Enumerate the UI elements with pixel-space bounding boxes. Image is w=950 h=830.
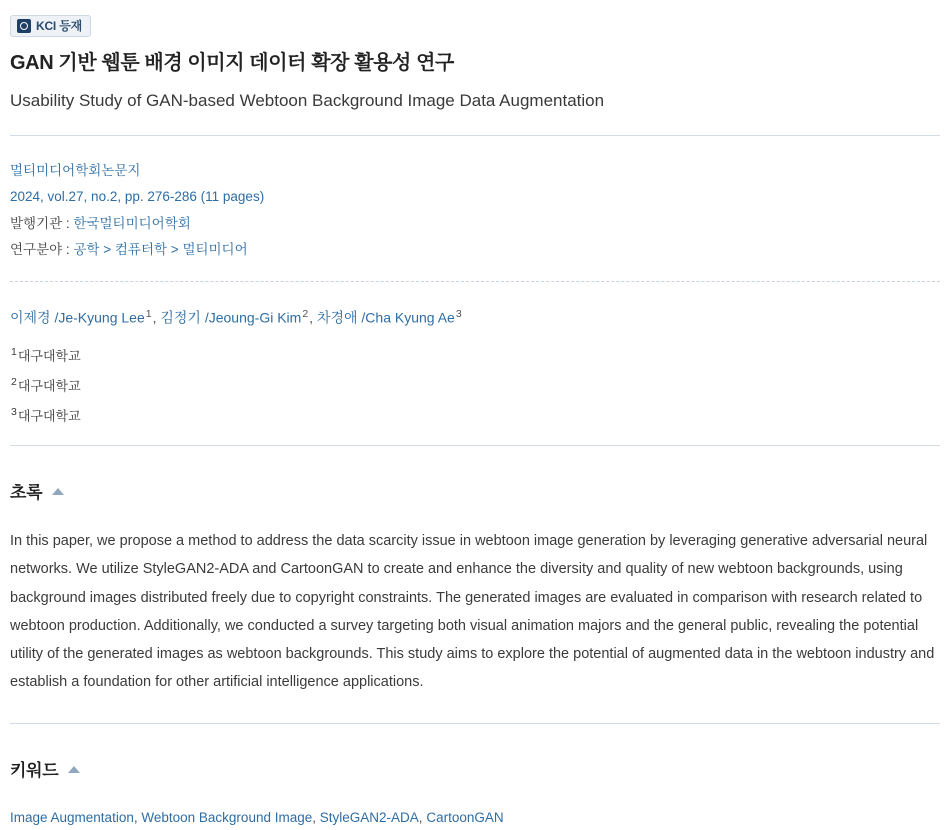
author-link[interactable]: 차경애 /Cha Kyung Ae	[316, 309, 455, 326]
keywords-heading: 키워드	[10, 760, 59, 780]
keyword-link[interactable]: Image Augmentation	[10, 809, 134, 825]
author-link[interactable]: 김정기 /Jeoung-Gi Kim	[160, 309, 302, 326]
caret-up-icon[interactable]	[52, 488, 64, 495]
publisher-label: 발행기관 :	[10, 215, 74, 231]
authors-line	[10, 306, 940, 329]
author-affiliation-marker: 1	[145, 308, 152, 321]
affiliation-marker: 3	[11, 406, 17, 419]
page-subtitle: Usability Study of GAN-based Webtoon Background Image Data Augmentation	[10, 91, 605, 110]
kci-badge-label: KCI 등재	[36, 19, 82, 33]
publisher-link[interactable]: 한국멀티미디어학회	[73, 215, 191, 231]
keyword-link[interactable]: CartoonGAN	[426, 809, 504, 825]
author-affiliation-marker: 3	[455, 308, 462, 321]
abstract-header	[10, 464, 940, 513]
affiliation-item	[10, 401, 940, 431]
page-title: GAN 기반 웹툰 배경 이미지 데이터 확장 활용성 연구	[10, 52, 454, 74]
kci-registered-badge	[10, 15, 91, 37]
badge-row	[10, 10, 940, 46]
journal-citation[interactable]: 2024, vol.27, no.2, pp. 276-286 (11 pages)	[10, 189, 265, 205]
abstract-section	[10, 446, 940, 723]
affiliation-item	[10, 341, 940, 371]
authors-block	[10, 282, 940, 445]
affiliation-name: 대구대학교	[17, 378, 81, 394]
affiliation-item	[10, 371, 940, 401]
research-field-link[interactable]: 공학 > 컴퓨터학 > 멀티미디어	[73, 241, 248, 257]
author-link[interactable]: 이제경 /Je-Kyung Lee	[10, 309, 145, 326]
affiliation-marker: 1	[11, 346, 17, 359]
author-separator: ,	[309, 309, 314, 326]
abstract-heading: 초록	[10, 483, 43, 502]
abstract-text: In this paper, we propose a method to address the data scarcity issue in webtoon image generation by leveraging generative adversarial neural networks. We utilize StyleGAN2-ADA and CartoonGAN to create and enhance the diversity and quality of new webtoon backgrounds, using background images distributed freely due to copyright constraints. The generated images are evaluated in comparison with research related to webtoon production. Additionally, we conducted a survey targeting both visual animation majors and the general public, revealing the potential utility of the generated images as webtoon backgrounds. This study aims to explore the potential of augmented data in the webtoon industry and establish a foundation for other artificial intelligence applications.	[10, 533, 935, 691]
author-affiliation-marker: 2	[302, 308, 309, 321]
keywords-section	[10, 724, 940, 830]
kci-seal-icon	[17, 19, 31, 33]
affiliation-name: 대구대학교	[17, 348, 81, 364]
affiliation-name: 대구대학교	[17, 408, 81, 424]
keywords-header	[10, 742, 940, 791]
research-field-row	[10, 237, 940, 263]
journal-meta	[10, 136, 940, 281]
journal-name-link[interactable]: 멀티미디어학회논문지	[10, 162, 141, 178]
research-field-label: 연구분야 :	[10, 241, 74, 257]
keyword-link[interactable]: StyleGAN2-ADA	[319, 809, 419, 825]
publisher-row	[10, 211, 940, 237]
keywords-list: Image Augmentation, Webtoon Background Image, StyleGAN2-ADA, CartoonGAN	[10, 809, 504, 825]
caret-up-icon[interactable]	[68, 766, 80, 773]
affiliation-marker: 2	[11, 376, 17, 389]
keyword-link[interactable]: Webtoon Background Image	[141, 809, 313, 825]
author-separator: ,	[152, 309, 157, 326]
